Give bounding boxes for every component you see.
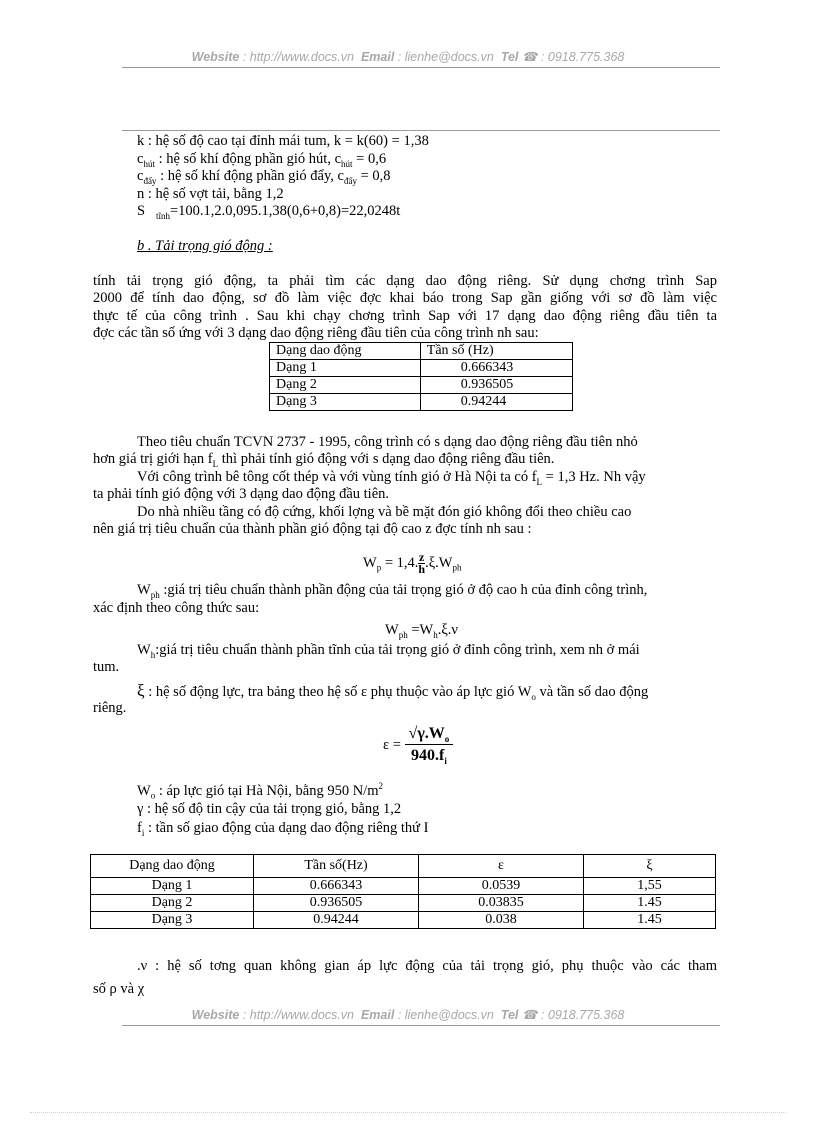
def-c-day: $c_{đẩy}$ : hệ số khí động phần gió đẩy, $c_{đẩy} = 0,8$ — [137, 168, 391, 186]
para1-line3: thực tế của công trình . Sau khi chạy chơng trình Sap với 17 dạng dao động riêng đầu tiên ta — [93, 308, 717, 324]
para7-line2: riêng. — [93, 700, 127, 716]
equation-wp: $W_p = 1,4$. $\frac{z}{h}$ $.\xi.W_{ph}$ — [363, 550, 462, 576]
table-row: Dạng 3 0.94244 0.038 1.45 — [91, 912, 716, 929]
para8-line1: .ν : hệ số tơng quan không gian áp lực động của tải trọng gió, phụ thuộc vào các tham — [137, 958, 717, 974]
col-header-freq: Tần số (Hz) — [420, 343, 572, 360]
page-header-bottom: Website : http://www.docs.vn Email : lienhe@docs.vn Tel ☎ : 0918.775.368 — [191, 1008, 625, 1022]
table-header-row — [270, 343, 573, 360]
table-row: Dạng 2 0.936505 0.03835 1.45 — [91, 895, 716, 912]
email-label: Email — [360, 50, 395, 64]
para6-line1: $W_h:giá$ trị tiêu chuẩn thành phần tĩnh của tải trọng gió ở đỉnh công trình, xem nh ở mái — [137, 642, 640, 660]
para2-line1: Theo tiêu chuẩn TCVN 2737 - 1995, công trình có s dạng dao động riêng đầu tiên nhỏ — [137, 434, 638, 450]
para1-line1: tính tải trọng gió động, ta phải tìm các dạng dao động riêng. Sử dụng chơng trình Sap — [93, 273, 717, 289]
col-header-mode: Dạng dao động — [270, 343, 421, 360]
def-s: S $_{tĩnh}$=100.1,2.0,095.1,38(0,6+0,8)=22,0248t — [137, 203, 401, 221]
equation-wph: $W_{ph} =W_h.\xi.\nu$ — [385, 622, 458, 640]
dynamic-coefficients-table — [90, 854, 716, 929]
para4-line2: nên giá trị tiêu chuẩn của thành phần gió động tại độ cao z đợc tính nh sau : — [93, 521, 532, 537]
table-row: Dạng 3 0.94244 — [270, 394, 573, 411]
para1-line4: đợc các tần số ứng với 3 dạng dao động riêng đầu tiên của công trình nh sau: — [93, 325, 539, 341]
equation-epsilon: ε = $\frac{√\gamma.W_o}{940.f_i}$ — [383, 725, 453, 766]
tel-label: Tel — [500, 50, 519, 64]
page-header-top — [0, 49, 816, 64]
para3-line2: ta phải tính gió động với 3 dạng dao động đầu tiên. — [93, 486, 390, 502]
section-rule — [122, 130, 720, 131]
def-gamma: γ : hệ số độ tin cậy của tải trọng gió, bằng 1,2 — [137, 801, 402, 817]
website-label: Website — [191, 50, 240, 64]
page-bottom-dots — [30, 1112, 786, 1113]
para2-line2: hơn giá trị giới hạn $f_L$ thì phải tính gió động với s dạng dao động riêng đầu tiên. — [93, 451, 555, 469]
website-url[interactable]: : http://www.docs.vn — [239, 50, 354, 64]
para5-line1: $W_{ph}$ :giá trị tiêu chuẩn thành phần động của tải trọng gió ở độ cao h của đỉnh công trình, — [137, 582, 648, 600]
para7-line1: ξ : hệ số động lực, tra bảng theo hệ số ε phụ thuộc vào áp lực gió $W_o$ và tần số dao động — [137, 681, 649, 702]
def-fi: $f_i$ : tần số giao động của dạng dao động riêng thứ I — [137, 820, 429, 838]
para3-line1: Với công trình bê tông cốt thép và với vùng tính gió ở Hà Nội ta có $f_L = 1,3$ Hz. Nh vậy — [137, 469, 646, 487]
table-row: Dạng 1 0.666343 — [270, 360, 573, 377]
section-b-heading: b . Tải trọng gió động : — [137, 238, 273, 254]
def-w0: $W_o$ : áp lực gió tại Hà Nội, bằng 950 $N/m^2$ — [137, 781, 383, 801]
para6-line2: tum. — [93, 659, 120, 675]
para1-line2: 2000 để tính dao động, sơ đồ làm việc đợc khai báo trong Sap gần giống với sơ đồ làm việc — [93, 290, 717, 306]
para8-line2: số ρ và χ — [93, 981, 145, 997]
frequency-table — [269, 342, 573, 411]
def-n: n : hệ số vợt tải, bằng 1,2 — [137, 186, 284, 202]
para4-line1: Do nhà nhiều tầng có độ cứng, khối lợng và bề mặt đón gió không đổi theo chiều cao — [137, 504, 632, 520]
email-value[interactable]: : lienhe@docs.vn — [394, 50, 494, 64]
para5-line2: xác định theo công thức sau: — [93, 600, 260, 616]
header-rule — [122, 67, 720, 68]
table-row: Dạng 2 0.936505 — [270, 377, 573, 394]
def-c-hut: $c_{hút}$ : hệ số khí động phần gió hút, $c_{hút} = 0,6$ — [137, 151, 387, 169]
table-row: Dạng 1 0.666343 0.0539 1,55 — [91, 878, 716, 895]
footer-rule — [122, 1025, 720, 1026]
table-header-row: Dạng dao động Tần số(Hz) ε ξ — [91, 855, 716, 878]
def-k: k : hệ số độ cao tại đỉnh mái tum, k = k(60) = 1,38 — [137, 133, 429, 149]
tel-value: ☎ : 0918.775.368 — [518, 50, 625, 64]
